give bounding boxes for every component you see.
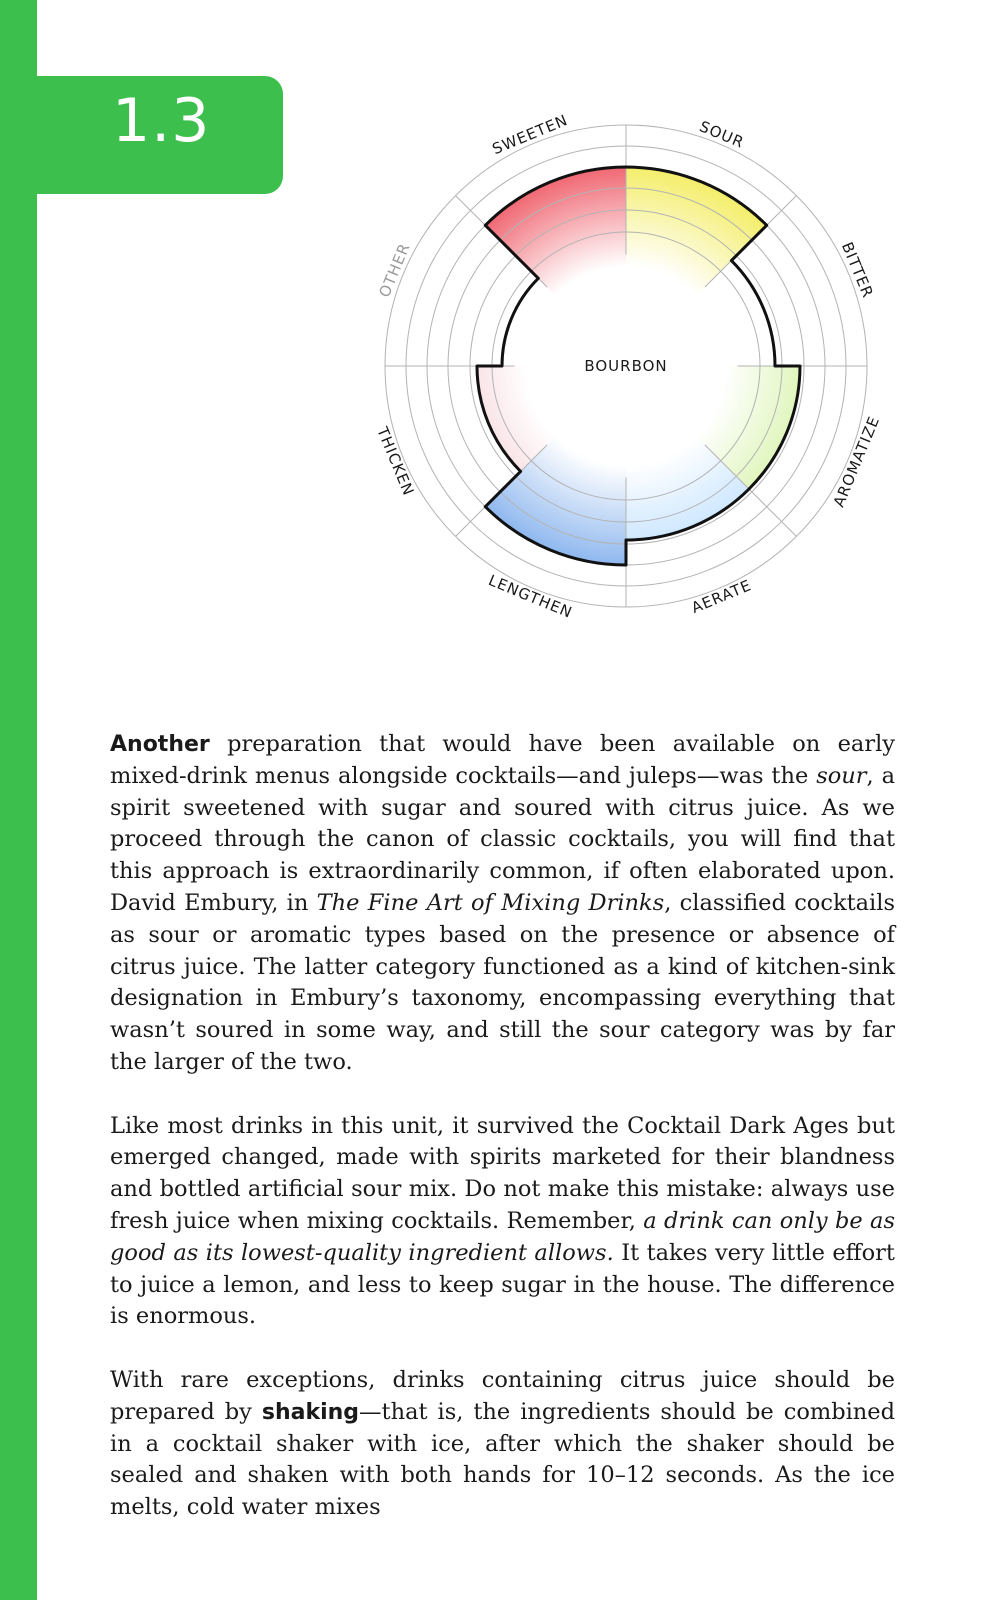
- wheel-label-sweeten: SWEETEN: [489, 110, 571, 159]
- body-text: [110, 729, 895, 1556]
- wheel-label-aerate: AERATE: [688, 576, 755, 617]
- emphasis-quote: a drink can only be as good as its lowest-quality ingredient allows.: [110, 1207, 895, 1266]
- lead-word: Another: [110, 732, 210, 757]
- wheel-label-thicken: THICKEN: [373, 424, 418, 499]
- wheel-label-sour: SOUR: [696, 117, 747, 152]
- wheel-label-aromatize: AROMATIZE: [829, 413, 884, 510]
- paragraph-1: Another preparation that would have been available on early mixed-drink menus alongside cocktails—and juleps—was the sour, a spirit sweetened with sugar and soured with citrus juice. As we proceed through the canon of classic cocktails, you will find that this approach is extraordinarily common, if often elaborated upon. David Embury, in The Fine Art of Mixing Drinks, classified cocktails as sour or aromatic types based on the presence or absence of citrus juice. The latter category functioned as a kind of kitchen-sink designation in Embury’s taxonomy, encompassing everything that wasn’t soured in some way, and still the sour category was by far the larger of the two.: [110, 731, 895, 1075]
- wheel-label-bitter: BITTER: [837, 239, 878, 301]
- wheel-center-label: BOURBON: [584, 357, 668, 375]
- book-title: The Fine Art of Mixing Drinks: [316, 889, 665, 916]
- wheel-label-other: OTHER: [375, 240, 414, 300]
- paragraph-3: With rare exceptions, drinks containing citrus juice should be prepared by shaking—that is, the ingredients should be combined in a cocktail shaker with ice, after which the shaker should be sealed and shaken with both hands for 10–12 seconds. As the ice melts, cold water mixes: [110, 1366, 896, 1521]
- keyword-shaking: shaking: [261, 1399, 360, 1425]
- wheel-label-lengthen: LENGTHEN: [485, 571, 576, 622]
- flavor-wheel-chart: [350, 100, 900, 640]
- section-number: 1.3: [112, 86, 211, 156]
- paragraph-2: Like most drinks in this unit, it survived the Cocktail Dark Ages but emerged changed, made with spirits marketed for their blandness and bottled artificial sour mix. Do not make this mistake: always use fresh juice when mixing cocktails. Remember, a drink can only be as good as its lowest-quality ingredient allows. It takes very little effort to juice a lemon, and less to keep sugar in the house. The difference is enormous.: [110, 1112, 895, 1330]
- side-accent-bar: [0, 0, 37, 1600]
